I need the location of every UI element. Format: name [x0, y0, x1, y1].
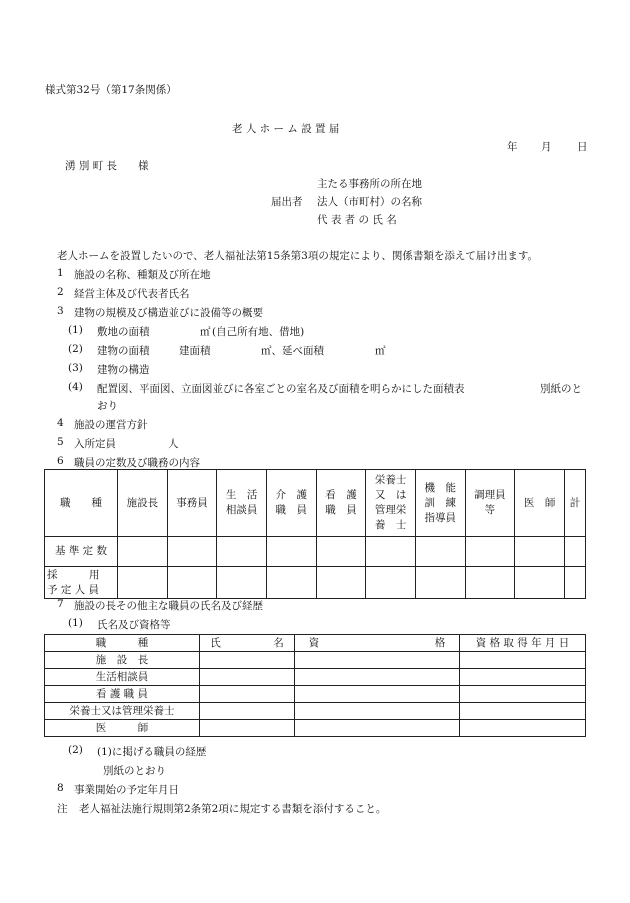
applicant-rep-name: 代 表 者 の 氏 名 [317, 214, 397, 226]
item-6-num: 6 [57, 455, 64, 467]
note-text: 老人福祉法施行規則第2条第2項に規定する書類を添付すること。 [79, 803, 387, 815]
item-3-2-label: 建物の面積 [97, 345, 150, 357]
item-7-1-text: 氏名及び資格等 [97, 619, 171, 631]
qual-row-label: 栄養士又は管理栄養士 [45, 703, 200, 720]
staff-header-cell: 医 師 [515, 470, 565, 537]
staff-header-cell: 機 能 訓 練 指導員 [415, 470, 465, 537]
page-title: 老 人 ホ ー ム 設 置 届 [232, 123, 340, 135]
item-5-num: 5 [57, 436, 64, 448]
qual-header-cell: 資 格 取 得 年 月 日 [460, 635, 586, 652]
item-7-2-text: (1)に掲げる職員の経歴 [97, 746, 207, 758]
staff-table [44, 469, 586, 599]
qual-header-cell: 資 格 [295, 635, 460, 652]
date-day: 日 [577, 141, 588, 153]
item-7-text: 施設の長その他主な職員の氏名及び経歴 [74, 600, 263, 612]
item-3-2-building: 建面積 [179, 345, 211, 357]
note-label: 注 [57, 803, 68, 815]
item-3-1-unit: ㎡ [200, 326, 211, 338]
item-3-1-num: (1) [68, 324, 83, 336]
qualification-table [44, 634, 586, 737]
table-row [45, 720, 586, 737]
item-3-text: 建物の規模及び構造並びに設備等の概要 [74, 307, 263, 319]
item-3-1-label: 敷地の面積 [97, 326, 150, 338]
item-3-1-note: (自己所有地、借地) [212, 326, 305, 338]
addressee: 湧 別 町 長 様 [65, 160, 149, 172]
item-3-4-num: (4) [68, 381, 83, 393]
qual-header-cell: 氏 名 [200, 635, 295, 652]
item-3-3-text: 建物の構造 [97, 364, 150, 376]
qual-row-label: 施 設 長 [45, 652, 200, 669]
qual-row-label: 医 師 [45, 720, 200, 737]
date-month: 月 [541, 141, 552, 153]
item-3-2-total: ㎡、延べ面積 [261, 345, 324, 357]
item-5-text: 入所定員 [74, 438, 116, 450]
item-1-text: 施設の名称、種類及び所在地 [74, 269, 211, 281]
item-8-num: 8 [57, 782, 64, 794]
table-row [45, 686, 586, 703]
staff-header-cell: 介 護 職 員 [266, 470, 316, 537]
item-7-2-sub: 別紙のとおり [103, 765, 166, 777]
staff-row-label: 基 準 定 数 [45, 537, 118, 567]
staff-header-cell: 施設長 [118, 470, 168, 537]
qual-row-label: 生活相談員 [45, 669, 200, 686]
item-3-3-num: (3) [68, 362, 83, 374]
staff-header-cell: 栄養士 又 は 管理栄 養 士 [366, 470, 416, 537]
table-row [45, 652, 586, 669]
qual-table-header [45, 635, 586, 652]
item-3-4-wrap: おり [97, 400, 118, 412]
item-2-text: 経営主体及び代表者氏名 [74, 288, 190, 300]
intro-text: 老人ホームを設置したいので、老人福祉法第15条第3項の規定により、関係書類を添えて届け出ます。 [57, 250, 538, 262]
item-3-4-tail: 別紙のと [540, 383, 582, 395]
staff-header-cell: 計 [564, 470, 585, 537]
table-row [45, 567, 586, 599]
staff-header-cell: 調理員 等 [465, 470, 515, 537]
staff-row-label [45, 567, 118, 599]
staff-header-cell: 事務員 [167, 470, 217, 537]
date-year: 年 [507, 141, 518, 153]
item-3-2-unit: ㎡ [375, 345, 386, 357]
qual-row-label: 看 護 職 員 [45, 686, 200, 703]
item-1-num: 1 [57, 267, 64, 279]
item-5-unit: 人 [168, 438, 179, 450]
staff-row-label-line1: 採 用 [47, 568, 100, 581]
staff-header-cell: 看 護 職 員 [316, 470, 366, 537]
item-8-text: 事業開始の予定年月日 [74, 784, 179, 796]
item-7-num: 7 [57, 598, 64, 610]
staff-table-header [45, 470, 586, 537]
staff-header-cell: 職 種 [45, 470, 118, 537]
item-4-text: 施設の運営方針 [74, 419, 148, 431]
item-3-4-text: 配置図、平面図、立面図並びに各室ごとの室名及び面積を明らかにした面積表 [97, 383, 465, 395]
table-row [45, 537, 586, 567]
table-row [45, 669, 586, 686]
item-4-num: 4 [57, 417, 64, 429]
applicant-corp-name: 法人（市町村）の名称 [317, 196, 422, 208]
item-7-1-num: (1) [68, 617, 83, 629]
item-2-num: 2 [57, 286, 64, 298]
item-3-num: 3 [57, 305, 64, 317]
item-7-2-num: (2) [68, 744, 83, 756]
applicant-office: 主たる事務所の所在地 [317, 178, 422, 190]
qual-header-cell: 職 種 [45, 635, 200, 652]
staff-row-label-line2: 予 定 人 員 [47, 583, 100, 596]
table-row [45, 703, 586, 720]
form-number: 様式第32号（第17条関係） [45, 84, 177, 96]
item-3-2-num: (2) [68, 343, 83, 355]
item-6-text: 職員の定数及び職務の内容 [74, 457, 200, 469]
staff-header-cell: 生 活 相談員 [217, 470, 267, 537]
applicant-label: 届出者 [271, 196, 303, 208]
